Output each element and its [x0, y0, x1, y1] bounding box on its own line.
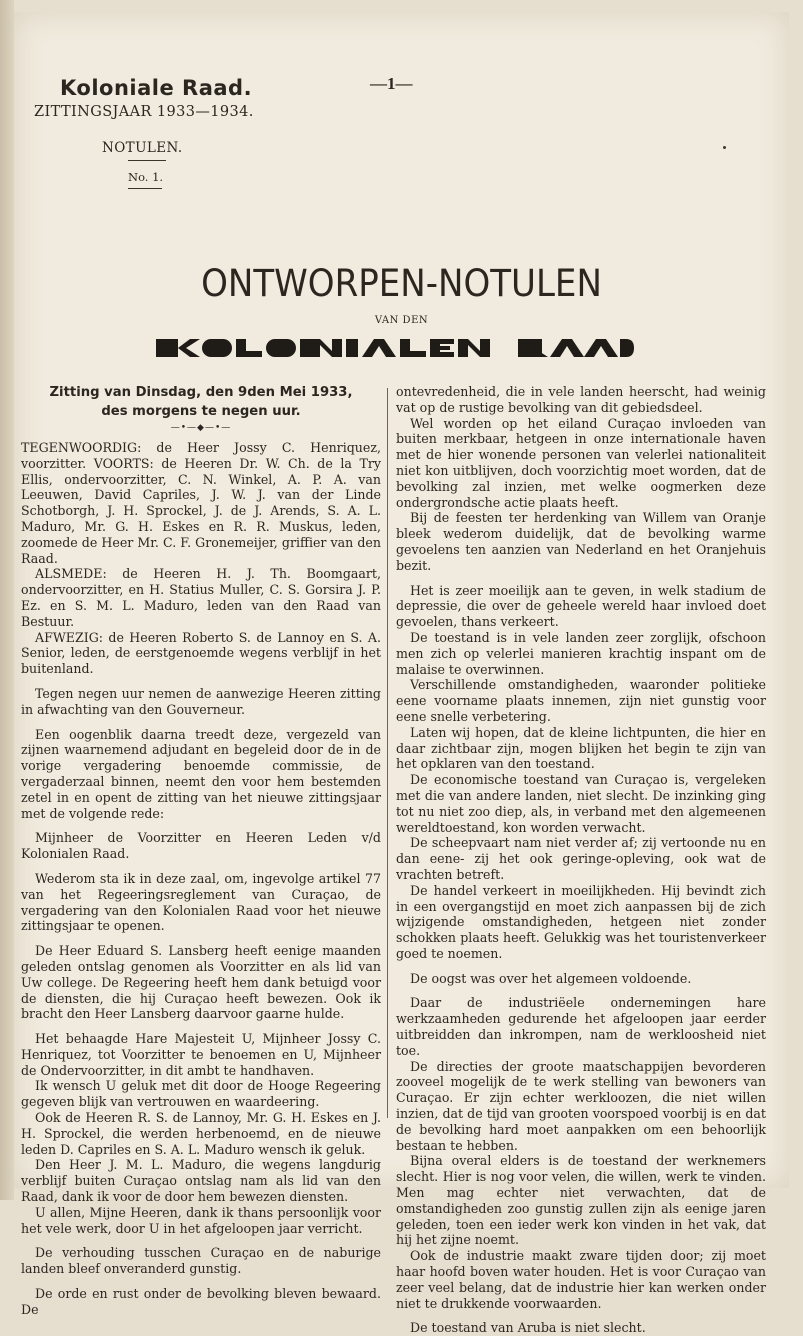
- paragraph: Wederom sta ik in deze zaal, om, ingevolge artikel 77 van het Regeeringsreglement van Curaçao, de vergadering van den Kolonialen Raad voor het nieuwe zittingsjaar te openen.: [21, 870, 381, 934]
- divider: [128, 188, 162, 189]
- issue-number: No. 1.: [128, 170, 164, 184]
- right-column: [396, 384, 766, 1336]
- paragraph: De orde en rust onder de bevolking bleven bewaard. De: [21, 1286, 381, 1317]
- ornament-divider: —•—◆—•—: [170, 423, 232, 433]
- session-heading-line1: Zitting van Dinsdag, den 9den Mei 1933,: [49, 385, 353, 400]
- paragraph: U allen, Mijne Heeren, dank ik thans persoonlijk voor het vele werk, door U in het afgeloopen jaar verricht.: [21, 1204, 381, 1236]
- paragraph: Ook de Heeren R. S. de Lannoy, Mr. G. H. Eskes en J. H. Sprockel, die werden herbenoemd, en de nieuwe leden D. Capriles en S. A. L. Maduro wensch ik geluk.: [21, 1110, 381, 1157]
- paragraph: De scheepvaart nam niet verder af; zij vertoonde nu en dan eene- zij het ook geringe-opleving, ook wat de vrachten betreft.: [396, 835, 766, 882]
- paragraph: Het is zeer moeilijk aan te geven, in welk stadium de depressie, die over de geheele wereld haar invloed doet gevoelen, thans verkeert.: [396, 582, 766, 630]
- section-label: NOTULEN.: [102, 140, 183, 156]
- paragraph: De Heer Eduard S. Lansberg heeft eenige maanden geleden ontslag genomen als Voorzitter en als lid van Uw college. De Regeering heeft hem dank betuigd voor de diensten, die hij Curaçao heeft bewezen. Ook ik bracht den Heer Lansberg daarvoor gaarne hulde.: [21, 943, 381, 1022]
- page-number: —1—: [370, 74, 413, 93]
- paragraph: De directies der groote maatschappijen bevorderen zooveel mogelijk de te werk stelling van bewoners van Curaçao. Er zijn echter werkloozen, die niet willen inzien, dat de tijd van grooten voorspoed voorbij is en dat de bevolking hard moet aanpakken om een behoorlijk bestaan te hebben.: [396, 1058, 766, 1153]
- paragraph: Ik wensch U geluk met dit door de Hooge Regeering gegeven blijk van vertrouwen en waardeering.: [21, 1078, 381, 1110]
- paragraph: ontevredenheid, die in vele landen heerscht, had weinig vat op de rustige bevolking van dit gebiedsdeel.: [396, 384, 766, 415]
- paragraph: Laten wij hopen, dat de kleine lichtpunten, die hier en daar zichtbaar zijn, mogen blijken het begin te zijn van het opklaren van den toestand.: [396, 724, 766, 772]
- paragraph: De handel verkeert in moeilijkheden. Hij bevindt zich in een overgangstijd en moet zich aanpassen bij de zich wijzigende omstandigheden, hetgeen niet zonder schokken plaats heeft. Gelukkig was het touristenverkeer goed te noemen.: [396, 882, 766, 961]
- paragraph: Wel worden op het eiland Curaçao invloeden van buiten merkbaar, hetgeen in onze internationale haven met de hier wonende personen van velerlei nationaliteit niet kon uitblijven, doch voorzichtig moet worden, dat de bevolking zal inzien, met welke oogmerken deze ondergrondsche actie plaats heeft.: [396, 415, 766, 510]
- attendance-present: TEGENWOORDIG: de Heer Jossy C. Henriquez, voorzitter. VOORTS: de Heeren Dr. W. Ch. de la Try Ellis, ondervoorzitter, C. N. Winkel, A. P. A. van Leeuwen, David Capriles, J. W. J. van der Linde Schotborgh, J. H. Sprockel, J. de J. Arends, S. A. L. Maduro, Mr. G. H. Eskes en R. R. Muskus, leden, zoomede de Heer Mr. C. F. Gronemeijer, griffier van den Raad.: [21, 440, 381, 566]
- attendance-absent: AFWEZIG: de Heeren Roberto S. de Lannoy en S. A. Senior, leden, de eerstgenoemde wegens verblijf in het buitenland.: [21, 629, 381, 677]
- subtitle: VAN DEN: [374, 315, 429, 326]
- session-year: ZITTINGSJAAR 1933—1934.: [34, 104, 254, 120]
- paragraph: De toestand is in vele landen zeer zorglijk, ofschoon men zich op velerlei manieren krachtig inspant om de malaise te overwinnen.: [396, 629, 766, 677]
- paragraph: Het behaagde Hare Majesteit U, Mijnheer Jossy C. Henriquez, tot Voorzitter te benoemen en U, Mijnheer de Ondervoorzitter, in dit ambt te handhaven.: [21, 1031, 381, 1078]
- paragraph: De oogst was over het algemeen voldoende.: [410, 970, 692, 986]
- decorative-banner-title: [156, 336, 634, 360]
- session-heading-line2: des morgens te negen uur.: [101, 404, 301, 419]
- paragraph: De toestand van Aruba is niet slecht.: [410, 1320, 646, 1336]
- paragraph: De verhouding tusschen Curaçao en de naburige landen bleef onveranderd gunstig.: [21, 1245, 381, 1277]
- paragraph: Daar de industriëele ondernemingen hare werkzaamheden gedurende het afgeloopen jaar eerder uitbreidden dan inkrompen, nam de werkloosheid niet toe.: [396, 995, 766, 1058]
- paragraph: Den Heer J. M. L. Maduro, die wegens langdurig verblijf buiten Curaçao ontslag nam als lid van den Raad, dank ik voor de door hem bewezen diensten.: [21, 1157, 381, 1205]
- paragraph: Tegen negen uur nemen de aanwezige Heeren zitting in afwachting van den Gouverneur.: [21, 685, 381, 717]
- paragraph: Ook de industrie maakt zware tijden door; zij moet haar hoofd boven water houden. Het is voor Curaçao van zeer veel belang, dat de industrie hier kan werken onder niet te drukkende voorwaarden.: [396, 1248, 766, 1311]
- left-column: [21, 384, 381, 1318]
- council-title: Koloniale Raad.: [60, 76, 253, 100]
- divider: [128, 160, 166, 161]
- paragraph: De economische toestand van Curaçao is, vergeleken met die van andere landen, niet slecht. De inzinking ging tot nu niet zoo diep, als, in verband met den algemeenen wereldtoestand, kon worden verwacht.: [396, 772, 766, 835]
- main-title: ONTWORPEN-NOTULEN: [201, 262, 602, 305]
- scan-edge: [0, 0, 14, 1200]
- paragraph: Een oogenblik daarna treedt deze, vergezeld van zijnen waarnemend adjudant en begeleid door de in de vorige vergadering benoemde commissie, de vergaderzaal binnen, neemt den voor hem bestemden zetel in en opent de zitting van het nieuwe zittingsjaar met de volgende rede:: [21, 726, 381, 821]
- column-divider: [387, 388, 388, 1118]
- paragraph: Verschillende omstandigheden, waaronder politieke eene voorname plaats innemen, zijn niet gunstig voor eene snelle verbetering.: [396, 677, 766, 724]
- ink-speck: [723, 146, 726, 149]
- attendance-also: ALSMEDE: de Heeren H. J. Th. Boomgaart, ondervoorzitter, en H. Statius Muller, C. S. Gorsira J. P. Ez. en S. M. L. Maduro, leden van den Raad van Bestuur.: [21, 566, 381, 629]
- paragraph: Bij de feesten ter herdenking van Willem van Oranje bleek wederom duidelijk, dat de bevolking warme gevoelens ten aanzien van Nederland en het Oranjehuis bezit.: [396, 510, 766, 573]
- speech-salutation: Mijnheer de Voorzitter en Heeren Leden v/d Kolonialen Raad.: [21, 830, 381, 862]
- paragraph: Bijna overal elders is de toestand der werknemers slecht. Hier is nog voor velen, die willen, werk te vinden. Men mag echter niet verwachten, dat de omstandigheden zoo gunstig zullen zijn als eenige jaren geleden, toen een ieder werk kon vinden in het vak, dat hij het zijne noemt.: [396, 1153, 766, 1248]
